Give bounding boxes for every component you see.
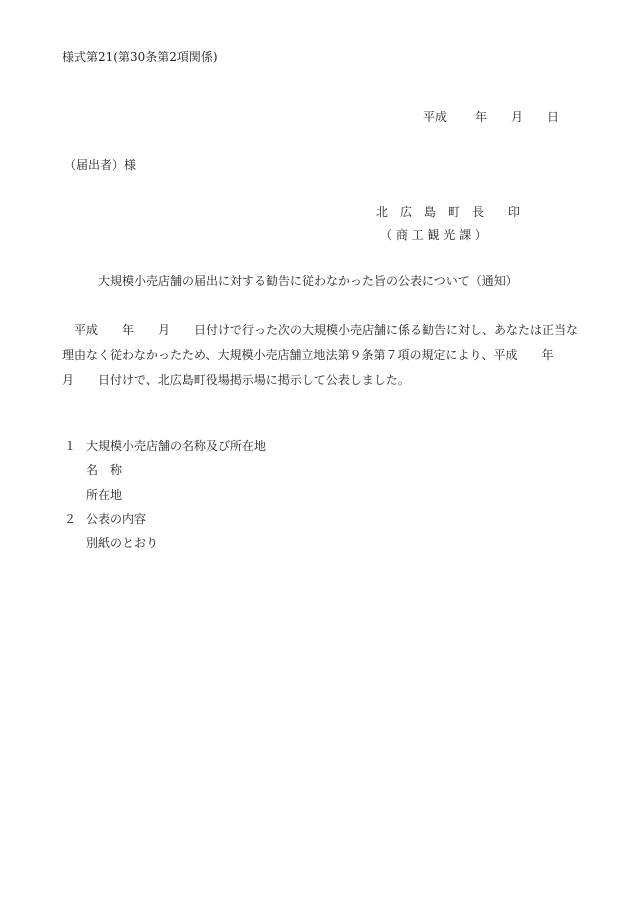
item-sub-content: 別紙のとおり xyxy=(86,536,159,550)
item-sub-name: 名 称 xyxy=(86,463,123,477)
subject-title: 大規模小売店舗の届出に対する勧告に従わなかった旨の公表について（通知） xyxy=(98,274,518,288)
addressee: （届出者）様 xyxy=(64,158,137,172)
issuer-department: （ 商 工 観 光 課 ） xyxy=(380,228,487,242)
date-month: 月 xyxy=(511,110,524,124)
form-number: 様式第21(第30条第2項関係) xyxy=(62,50,218,64)
date-year: 年 xyxy=(475,110,488,124)
item-number: １ xyxy=(64,439,77,453)
item-number: ２ xyxy=(64,512,77,526)
issuer-name: 北 広 島 町 長 印 xyxy=(376,205,521,219)
date-line xyxy=(423,109,559,125)
body-paragraph: 平成 年 月 日付けで行った次の大規模小売店舗に係る勧告に対し、あなたは正当な理由なく従わなかったため、大規模小売店舗立地法第９条第７項の規定により、平成 年 月 日付けで、北広島町役場掲示場に掲示して公表しました。 xyxy=(62,323,579,387)
item-title: 公表の内容 xyxy=(86,512,147,526)
date-era: 平成 xyxy=(423,110,448,124)
date-day: 日 xyxy=(547,110,560,124)
item-title: 大規模小売店舗の名称及び所在地 xyxy=(86,439,267,453)
item-sub-location: 所在地 xyxy=(86,488,123,502)
